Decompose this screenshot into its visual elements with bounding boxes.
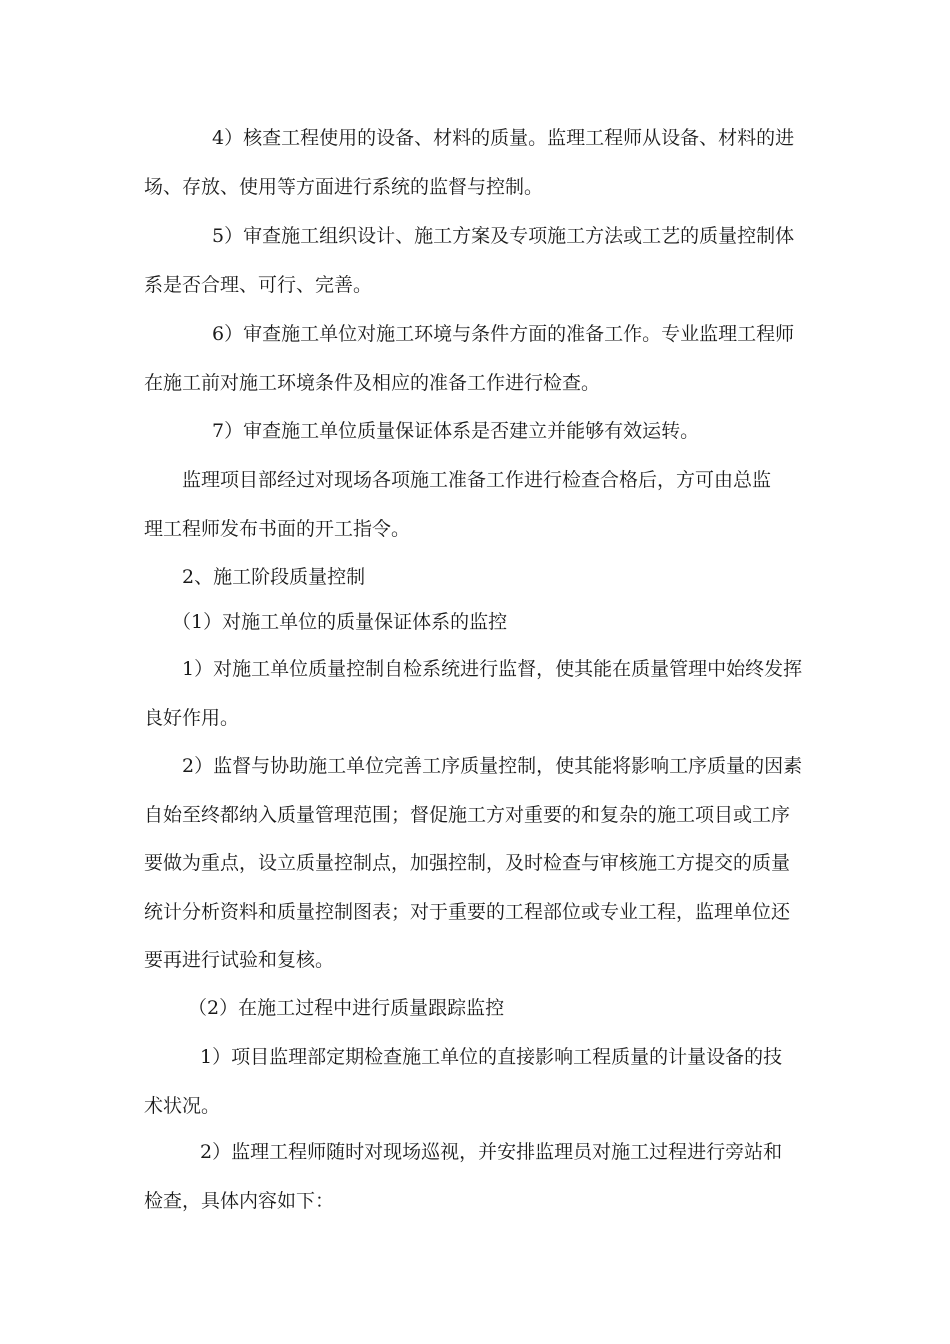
paragraph-line: 1）对施工单位质量控制自检系统进行监督，使其能在质量管理中始终发挥: [182, 658, 803, 680]
paragraph-line: 2）监理工程师随时对现场巡视，并安排监理员对施工过程进行旁站和: [200, 1141, 783, 1163]
paragraph-line: 在施工前对施工环境条件及相应的准备工作进行检查。: [144, 372, 601, 394]
paragraph-line: 监理项目部经过对现场各项施工准备工作进行检查合格后，方可由总监: [182, 469, 772, 491]
paragraph-line: 5）审查施工组织设计、施工方案及专项施工方法或工艺的质量控制体: [212, 225, 795, 247]
paragraph-line: 要做为重点，设立质量控制点，加强控制，及时检查与审核施工方提交的质量: [144, 852, 791, 874]
paragraph-line: 良好作用。: [144, 707, 240, 729]
section-heading: 2、施工阶段质量控制: [182, 566, 366, 588]
subsection-heading: （2）在施工过程中进行质量跟踪监控: [188, 997, 505, 1019]
paragraph-line: 7）审查施工单位质量保证体系是否建立并能够有效运转。: [212, 420, 700, 442]
paragraph-line: 2）监督与协助施工单位完善工序质量控制，使其能将影响工序质量的因素: [182, 755, 803, 777]
paragraph-line: 理工程师发布书面的开工指令。: [144, 518, 411, 540]
paragraph-line: 场、存放、使用等方面进行系统的监督与控制。: [144, 176, 544, 198]
paragraph-line: 自始至终都纳入质量管理范围；督促施工方对重要的和复杂的施工项目或工序: [144, 804, 791, 826]
paragraph-line: 4）核查工程使用的设备、材料的质量。监理工程师从设备、材料的进: [212, 127, 795, 149]
paragraph-line: 6）审查施工单位对施工环境与条件方面的准备工作。专业监理工程师: [212, 323, 795, 345]
paragraph-line: 1）项目监理部定期检查施工单位的直接影响工程质量的计量设备的技: [200, 1046, 783, 1068]
paragraph-line: 术状况。: [144, 1095, 221, 1117]
paragraph-line: 检查，具体内容如下：: [144, 1190, 335, 1212]
paragraph-line: 要再进行试验和复核。: [144, 949, 335, 971]
paragraph-line: 统计分析资料和质量控制图表；对于重要的工程部位或专业工程，监理单位还: [144, 901, 791, 923]
paragraph-line: 系是否合理、可行、完善。: [144, 274, 373, 296]
subsection-heading: （1）对施工单位的质量保证体系的监控: [172, 611, 508, 633]
